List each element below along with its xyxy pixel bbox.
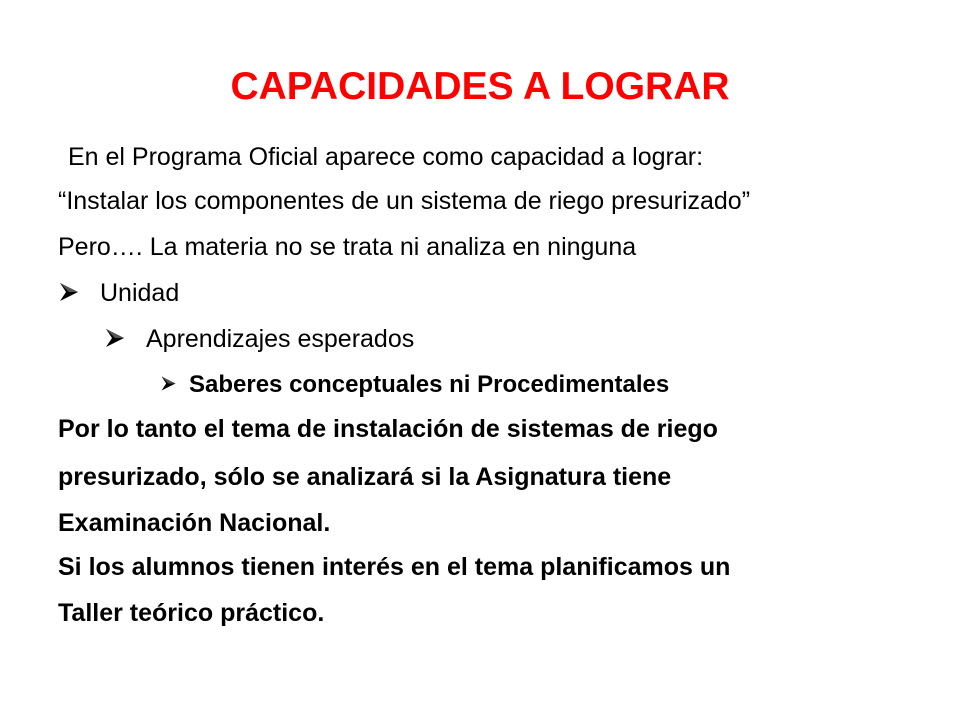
bullet-item-saberes: [160, 368, 669, 402]
conclusion-line: Si los alumnos tienen interés en el tema planificamos un: [58, 553, 731, 581]
quote-text: “Instalar los componentes de un sistema de riego presurizado”: [58, 187, 751, 215]
bullet-label: Saberes conceptuales ni Procedimentales: [189, 371, 670, 398]
conclusion-line: Examinación Nacional.: [58, 509, 331, 537]
arrow-bullet-icon: [104, 327, 126, 349]
note-text: Pero…. La materia no se trata ni analiza en ninguna: [58, 233, 637, 261]
conclusion-line: presurizado, sólo se analizará si la Asignatura tiene: [58, 463, 672, 491]
arrow-bullet-icon: [160, 375, 177, 392]
bullet-item-aprendizajes: [104, 322, 414, 356]
bullet-label: Aprendizajes esperados: [146, 325, 415, 353]
conclusion-line: Taller teórico práctico.: [58, 599, 325, 627]
intro-text: En el Programa Oficial aparece como capacidad a lograr:: [68, 143, 704, 171]
slide-title: CAPACIDADES A LOGRAR: [230, 65, 730, 108]
conclusion-line: Por lo tanto el tema de instalación de sistemas de riego: [58, 415, 718, 443]
bullet-label: Unidad: [100, 279, 180, 307]
arrow-bullet-icon: [58, 281, 80, 303]
bullet-item-unidad: [58, 276, 179, 310]
